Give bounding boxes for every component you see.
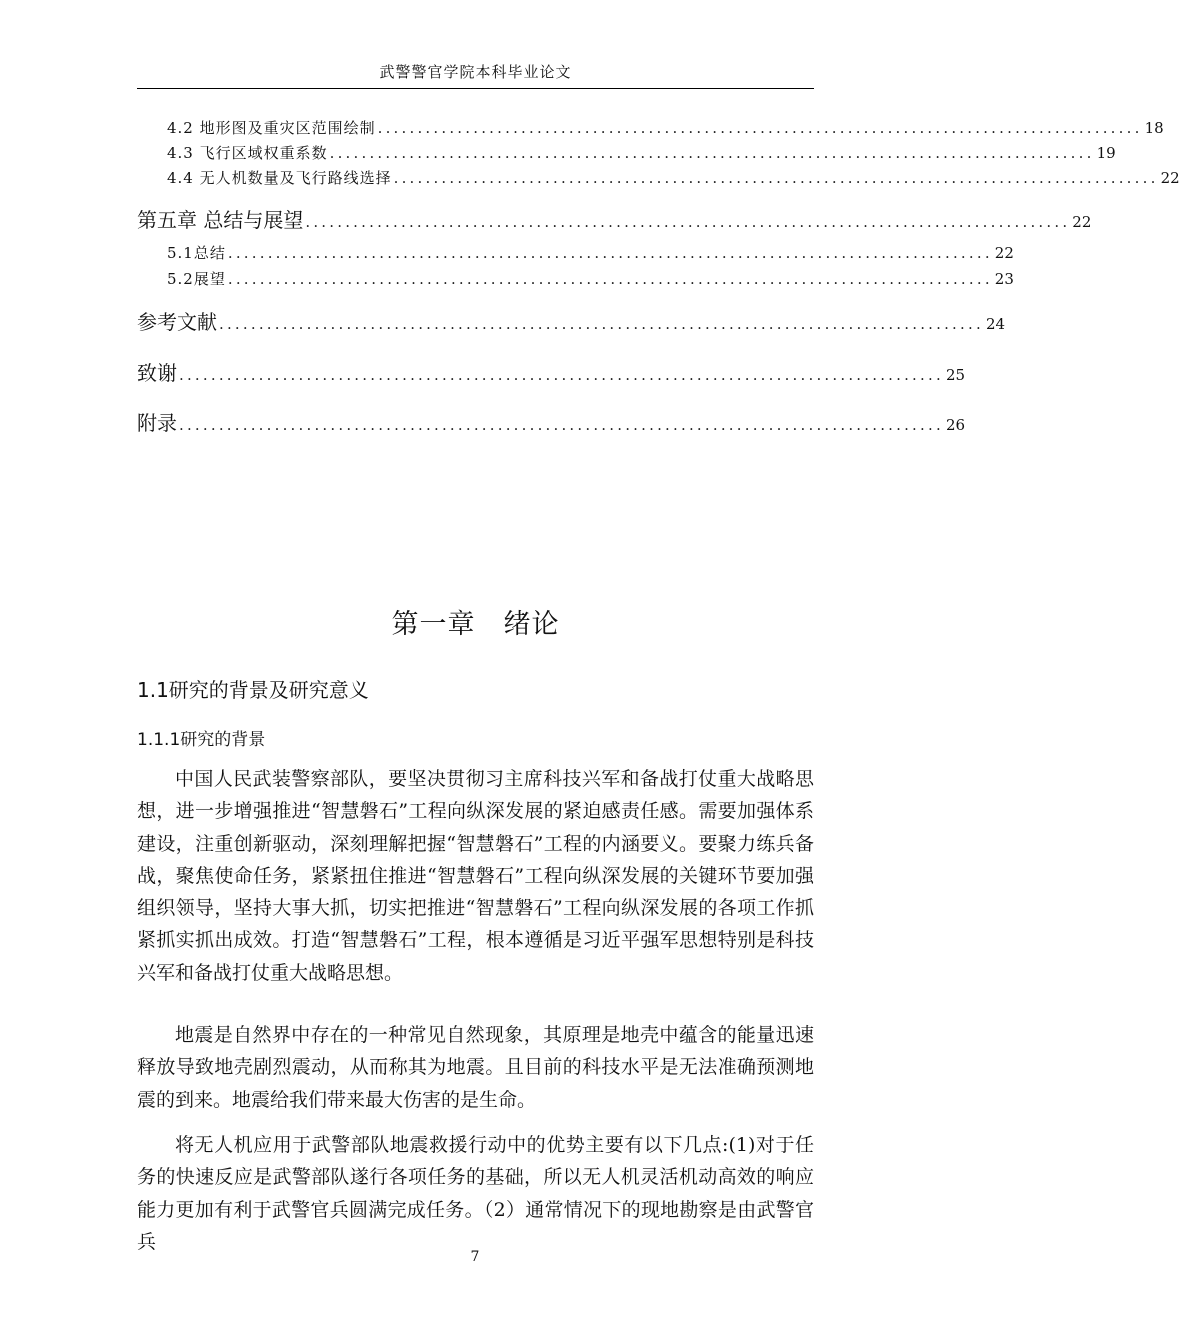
toc-entry[interactable]	[137, 204, 1092, 233]
section-heading: 1.1研究的背景及研究意义	[137, 678, 369, 702]
toc-entry[interactable]	[167, 142, 1116, 163]
toc-entry-label: 参考文献	[137, 310, 217, 334]
body-paragraph: 中国人民武装警察部队，要坚决贯彻习主席科技兴军和备战打仗重大战略思想，进一步增强推进“智慧磐石”工程向纵深发展的紧迫感责任感。需要加强体系建设，注重创新驱动，深刻理解把握“智慧磐石”工程的内涵要义。要聚力练兵备战，聚焦使命任务，紧紧扭住推进“智慧磐石”工程向纵深发展的关键环节要加强组织领导，坚持大事大抓，切实把推进“智慧磐石”工程向纵深发展的各项工作抓紧抓实抓出成效。打造“智慧磐石”工程，根本遵循是习近平强军思想特别是科技兴军和备战打仗重大战略思想。	[137, 768, 814, 984]
toc-entry[interactable]	[167, 242, 1014, 263]
toc-entry-page: 22	[1160, 169, 1180, 187]
toc-leader-dots: ................................................................................................	[393, 169, 1159, 187]
toc-leader-dots: ................................................................................................	[227, 244, 993, 262]
toc-entry-label: 5.2展望	[167, 270, 226, 288]
toc-leader-dots: ................................................................................................	[377, 119, 1143, 137]
toc-leader-dots: ................................................................................................	[179, 416, 944, 434]
toc-entry-page: 24	[985, 315, 1006, 333]
toc-entry-page: 22	[994, 244, 1014, 262]
toc-entry-page: 26	[945, 416, 966, 434]
toc-entry-page: 23	[994, 270, 1014, 288]
toc-entry[interactable]	[137, 306, 1006, 335]
toc-entry-page: 18	[1144, 119, 1164, 137]
toc-entry-page: 19	[1096, 144, 1116, 162]
toc-leader-dots: ................................................................................................	[227, 270, 993, 288]
toc-leader-dots: ................................................................................................	[219, 315, 984, 333]
toc-leader-dots: ................................................................................................	[179, 366, 944, 384]
toc-entry-page: 25	[945, 366, 966, 384]
toc-entry-label: 4.4 无人机数量及飞行路线选择	[167, 169, 392, 187]
toc-entry[interactable]	[137, 407, 966, 436]
body-paragraph: 地震是自然界中存在的一种常见自然现象，其原理是地壳中蕴含的能量迅速释放导致地壳剧烈震动，从而称其为地震。且目前的科技水平是无法准确预测地震的到来。地震给我们带来最大伤害的是生命。	[137, 1024, 814, 1111]
toc-leader-dots: ................................................................................................	[329, 144, 1095, 162]
toc-entry-label: 致谢	[137, 361, 177, 385]
page-number: 7	[470, 1249, 480, 1265]
chapter-title: 第一章 绪论	[391, 609, 560, 640]
toc-entry-label: 5.1总结	[167, 244, 226, 262]
toc-entry-page: 22	[1072, 213, 1092, 231]
toc-entry[interactable]	[137, 357, 966, 386]
toc-entry[interactable]	[167, 268, 1014, 289]
body-paragraph: 将无人机应用于武警部队地震救援行动中的优势主要有以下几点:(1)对于任务的快速反应是武警部队遂行各项任务的基础，所以无人机灵活机动高效的响应能力更加有利于武警官兵圆满完成任务。（2）通常情况下的现地勘察是由武警官兵	[137, 1134, 814, 1253]
toc-leader-dots: ................................................................................................	[305, 213, 1071, 231]
subsection-heading: 1.1.1研究的背景	[137, 730, 266, 750]
toc-entry-label: 4.2 地形图及重灾区范围绘制	[167, 119, 376, 137]
toc-entry-label: 4.3 飞行区域权重系数	[167, 144, 328, 162]
toc-entry[interactable]	[167, 167, 1180, 188]
toc-entry-label: 附录	[137, 411, 177, 435]
toc-entry[interactable]	[167, 117, 1164, 138]
toc-entry-label: 第五章 总结与展望	[137, 208, 304, 232]
running-header: 武警警官学院本科毕业论文	[137, 58, 814, 89]
